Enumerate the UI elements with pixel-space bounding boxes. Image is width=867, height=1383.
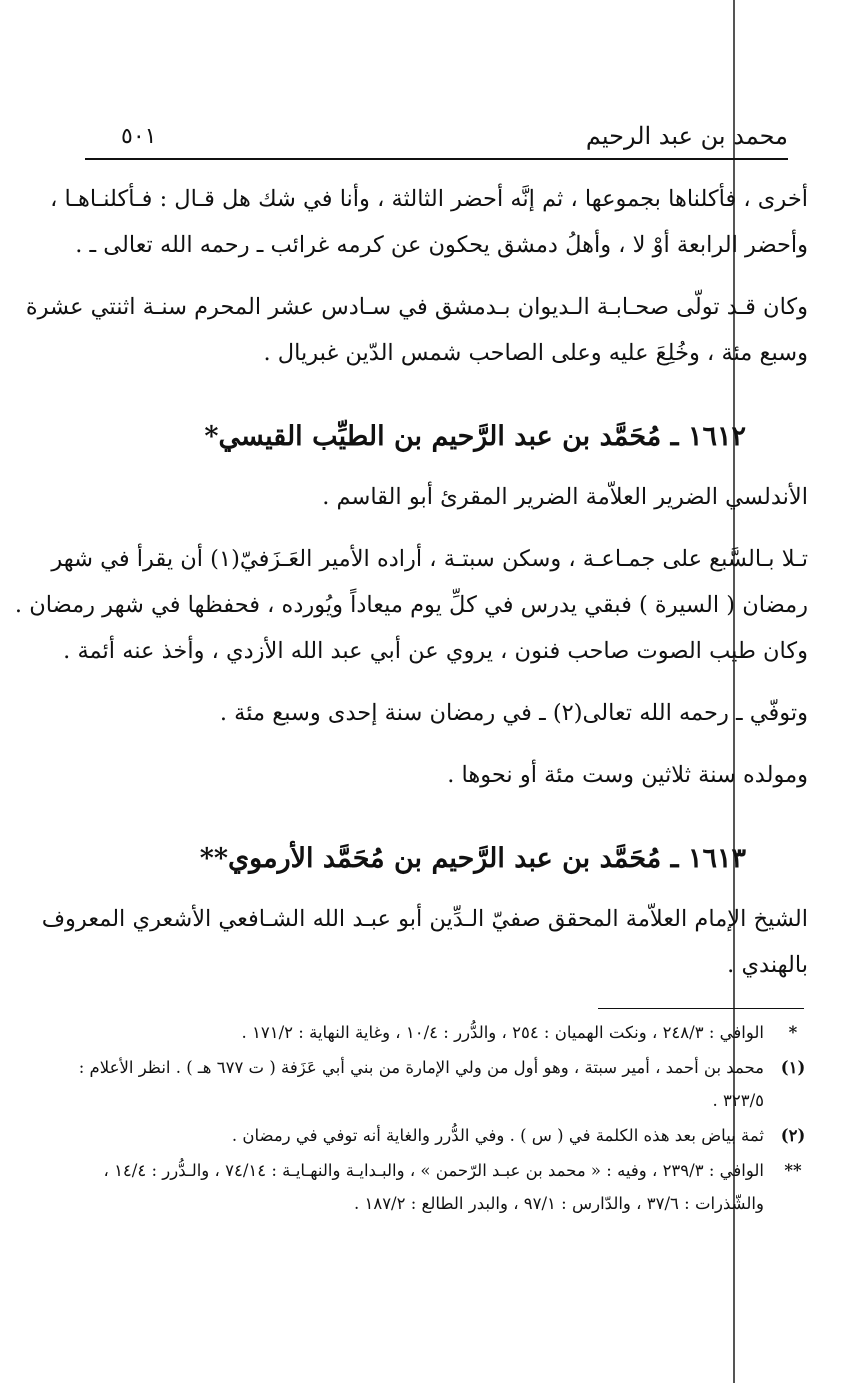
footnote-mark: * (788, 1023, 798, 1042)
main-text (14, 176, 808, 988)
footnote-mark: ** (784, 1161, 802, 1180)
footnote-text (82, 1119, 764, 1152)
footnote-mark: (١) (780, 1058, 806, 1077)
footnote-text (82, 1016, 764, 1049)
text-line: وتوفّي ـ رحمه الله تعالى(٢) ـ في رمضان سنة إحدى وسبع مئة . (219, 700, 808, 726)
footnote-mark: (٢) (780, 1126, 806, 1145)
text-line: وكان طيب الصوت صاحب فنون ، يروي عن أبي عبد الله الأزدي ، وأخذ عنه أئمة . (63, 638, 808, 664)
footnote (78, 1051, 808, 1117)
footnotes (78, 1016, 808, 1222)
paragraph (25, 284, 808, 376)
footnote-rule (598, 1008, 804, 1009)
footnote (82, 1154, 808, 1220)
header-rule (85, 158, 788, 160)
footnote-text (82, 1154, 764, 1220)
text-line: محمد بن أحمد ، أمير سبتة ، وهو أول من ولي الإمارة من بني أبي عَزَفة ( ت ٦٧٧ هـ ) . انظر الأعلام : (78, 1058, 764, 1077)
text-line: الوافي : ٢٣٩/٣ ، وفيه : « محمد بن عبـد الرّحمن » ، والبـدايـة والنهـايـة : ٧٤/١٤ ، والـدُّرر : ١٤/٤ ، (103, 1161, 764, 1180)
paragraph (14, 536, 808, 674)
running-header-title: محمد بن عبد الرحيم (585, 122, 788, 150)
text-line: وسبع مئة ، وخُلِعَ عليه وعلى الصاحب شمس الدّين غبريال . (263, 340, 808, 366)
text-line: ثمة بياض بعد هذه الكلمة في ( س ) . وفي الدُّرر والغاية أنه توفي في رمضان . (231, 1126, 764, 1145)
text-line: ومولده سنة ثلاثين وست مئة أو نحوها . (447, 762, 808, 788)
footnote (82, 1119, 808, 1152)
paragraph (82, 474, 808, 520)
text-line: ٣٢٣/٥ . (712, 1091, 764, 1110)
text-line: تـلا بـالسَّبع على جمـاعـة ، وسكن سبتـة ، أراده الأمير العَـزَفيّ(١) أن يقرأ في شهر (51, 546, 808, 572)
text-line: الشيخ الإمام العلاّمة المحقق صفيّ الـدِّين أبو عبـد الله الشـافعي الأشعري المعروف (41, 906, 808, 932)
paragraph (41, 896, 808, 988)
text-line: أخرى ، فأكلناها بجموعها ، ثم إنَّه أحضر الثالثة ، وأنا في شك هل قـال : فـأكلنـاهـا ، (50, 186, 808, 212)
entry-heading-1612: ١٦١٢ ـ مُحَمَّد بن عبد الرَّحيم بن الطيِّب القيسي* (204, 421, 746, 452)
text-line: وأحضر الرابعة أوْ لا ، وأهلُ دمشق يحكون عن كرمه غرائب ـ رحمه الله تعالى ـ . (75, 232, 808, 258)
text-line: وكان قـد تولّى صحـابـة الـديوان بـدمشق في سـادس عشر المحرم سنـة اثنتي عشرة (25, 294, 808, 320)
paragraph (82, 690, 808, 736)
text-line: بالهندي . (727, 952, 808, 978)
text-line: الأندلسي الضرير العلاّمة الضرير المقرئ أبو القاسم . (322, 484, 808, 510)
running-header (85, 118, 788, 158)
entry-heading-1613: ١٦١٣ ـ مُحَمَّد بن عبد الرَّحيم بن مُحَمَّد الأرموي** (199, 843, 746, 874)
page-number: ٥٠١ (121, 124, 157, 149)
text-line: رمضان ( السيرة ) فبقي يدرس في كلِّ يوم ميعاداً ويُورده ، فحفظها في شهر رمضان . (14, 592, 808, 618)
footnote (82, 1016, 808, 1049)
paragraph-continuation (50, 176, 808, 268)
text-line: والشّذرات : ٣٧/٦ ، والدّارس : ٩٧/١ ، والبدر الطالع : ١٨٧/٢ . (353, 1194, 764, 1213)
text-line: الوافي : ٢٤٨/٣ ، ونكت الهميان : ٢٥٤ ، والدُّرر : ١٠/٤ ، وغاية النهاية : ١٧١/٢ . (241, 1023, 764, 1042)
paragraph (82, 752, 808, 798)
footnote-text (78, 1051, 764, 1117)
